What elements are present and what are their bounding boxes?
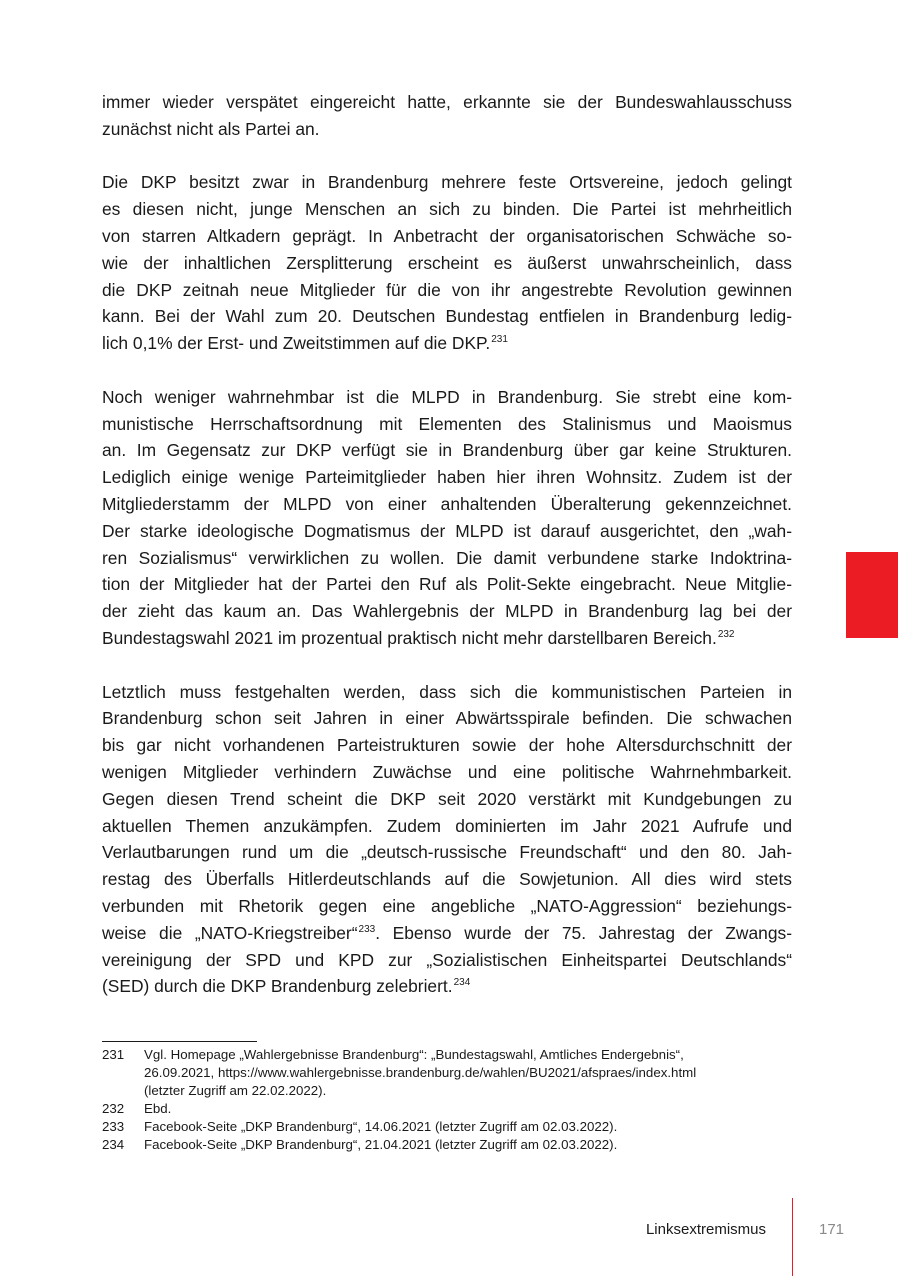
text-line: von starren Altkadern geprägt. In Anbetracht der organisatorischen Schwäche so- (102, 225, 792, 246)
text-line: kann. Bei der Wahl zum 20. Deutschen Bundestag entfielen in Brandenburg ledig- (102, 306, 792, 327)
paragraph-2 (102, 169, 792, 357)
footnote-232 (102, 1100, 792, 1118)
page-number: 171 (819, 1221, 845, 1238)
footnotes (102, 1046, 792, 1154)
text-segment: lich 0,1% der Erst- und Zweitstimmen auf die DKP. (102, 333, 491, 354)
section-label: Linksextremismus (645, 1221, 766, 1238)
footnote-line: Vgl. Homepage „Wahlergebnisse Brandenburg“: „Bundestagswahl, Amtliches Endergebnis“, (144, 1047, 684, 1062)
main-text (102, 89, 792, 1027)
text-line: immer wieder verspätet eingereicht hatte, erkannte sie der Bundeswahlausschuss (102, 92, 792, 112)
text-line: wenigen Mitglieder verhindern Zuwächse und eine politische Wahrnehmbarkeit. (102, 761, 792, 782)
footnote-text (144, 1046, 696, 1100)
text-segment: weise die „NATO-Kriegstreiber“ (102, 922, 358, 943)
footnote-ref-233[interactable]: 233 (358, 923, 376, 935)
text-line: Der starke ideologische Dogmatismus der MLPD ist darauf ausgerichtet, den „wah- (102, 520, 792, 541)
text-line: an. Im Gegensatz zur DKP verfügt sie in Brandenburg über gar keine Strukturen. (102, 440, 792, 461)
footnote-link[interactable]: 26.09.2021, https://www.wahlergebnisse.brandenburg.de/wahlen/BU2021/afspraes/index.html (144, 1065, 697, 1080)
text-line: Gegen diesen Trend scheint die DKP seit 2020 verstärkt mit Kundgebungen zu (102, 788, 792, 809)
text-line: es diesen nicht, junge Menschen an sich zu binden. Die Partei ist mehrheitlich (102, 199, 792, 220)
text-segment: . Ebenso wurde der 75. Jahrestag der Zwangs- (375, 922, 792, 943)
text-line: Letztlich muss festgehalten werden, dass sich die kommunistischen Parteien in (102, 681, 792, 702)
footnote-line: Facebook-Seite „DKP Brandenburg“, 21.04.2021 (letzter Zugriff am 02.03.2022). (144, 1137, 618, 1152)
text-segment: (SED) durch die DKP Brandenburg zelebriert. (102, 976, 453, 997)
text-line (102, 920, 792, 947)
text-line: Verlautbarungen rund um die „deutsch-russische Freundschaft“ und den 80. Jah- (102, 842, 792, 863)
footnote-ref-231[interactable]: 231 (491, 334, 508, 346)
paragraph-3 (102, 384, 792, 652)
text-line: zunächst nicht als Partei an. (102, 118, 320, 139)
text-line: aktuellen Themen anzukämpfen. Zudem dominierten im Jahr 2021 Aufrufe und (102, 815, 792, 836)
text-line: vereinigung der SPD und KPD zur „Sozialistischen Einheitspartei Deutschlands“ (102, 949, 792, 970)
text-line: der zieht das kaum an. Das Wahlergebnis der MLPD in Brandenburg lag bei der (102, 601, 792, 622)
footnote-line: Ebd. (144, 1101, 172, 1116)
footnote-ref-232[interactable]: 232 (717, 628, 735, 640)
text-line: verbunden mit Rhetorik gegen eine angebliche „NATO-Aggression“ beziehungs- (102, 895, 792, 916)
footnote-234 (102, 1136, 792, 1154)
text-segment: Bundestagswahl 2021 im prozentual praktisch nicht mehr darstellbaren Bereich. (102, 627, 717, 648)
footnote-text (144, 1118, 617, 1136)
text-line (102, 973, 792, 1000)
footnote-number: 233 (102, 1119, 125, 1134)
footnote-divider (102, 1041, 257, 1042)
text-line (102, 330, 792, 357)
paragraph-4 (102, 679, 792, 1001)
text-line: Lediglich einige wenige Parteimitglieder haben hier ihren Wohnsitz. Zudem ist der (102, 467, 792, 488)
text-line: munistische Herrschaftsordnung mit Elementen des Stalinismus und Maoismus (102, 413, 792, 434)
footnote-number: 231 (102, 1047, 125, 1062)
footnote-233 (102, 1118, 792, 1136)
text-line: die DKP zeitnah neue Mitglieder für die von ihr angestrebte Revolution gewinnen (102, 279, 792, 300)
footnote-number: 232 (102, 1101, 125, 1116)
text-line: Die DKP besitzt zwar in Brandenburg mehrere feste Ortsvereine, jedoch gelingt (102, 172, 792, 193)
text-line: Noch weniger wahrnehmbar ist die MLPD in Brandenburg. Sie strebt eine kom- (102, 386, 792, 407)
text-line: bis gar nicht vorhandenen Parteistrukturen sowie der hohe Altersdurchschnitt der (102, 735, 792, 756)
footnote-text (144, 1100, 171, 1118)
chapter-marker-tab (846, 552, 898, 638)
paragraph-1 (102, 89, 792, 143)
footnote-number: 234 (102, 1137, 125, 1152)
footnote-text (144, 1136, 617, 1154)
footer-divider (792, 1198, 793, 1276)
footnote-line: Facebook-Seite „DKP Brandenburg“, 14.06.2021 (letzter Zugriff am 02.03.2022). (144, 1119, 618, 1134)
text-line (102, 625, 792, 652)
text-line: ren Sozialismus“ verwirklichen zu wollen. Die damit verbundene starke Indoktrina- (102, 547, 792, 568)
footnote-ref-234[interactable]: 234 (453, 977, 471, 989)
footnote-231 (102, 1046, 792, 1100)
text-line: Brandenburg schon seit Jahren in einer Abwärtsspirale befinden. Die schwachen (102, 708, 792, 729)
text-line: wie der inhaltlichen Zersplitterung erscheint es äußerst unwahrscheinlich, dass (102, 252, 792, 273)
text-line: Mitgliederstamm der MLPD von einer anhaltenden Überalterung gekennzeichnet. (102, 493, 792, 514)
text-line: restag des Überfalls Hitlerdeutschlands auf die Sowjetunion. All dies wird stets (102, 869, 792, 890)
footnote-line: (letzter Zugriff am 22.02.2022). (144, 1083, 327, 1098)
text-line: tion der Mitglieder hat der Partei den Ruf als Polit-Sekte eingebracht. Neue Mitglie- (102, 574, 792, 595)
